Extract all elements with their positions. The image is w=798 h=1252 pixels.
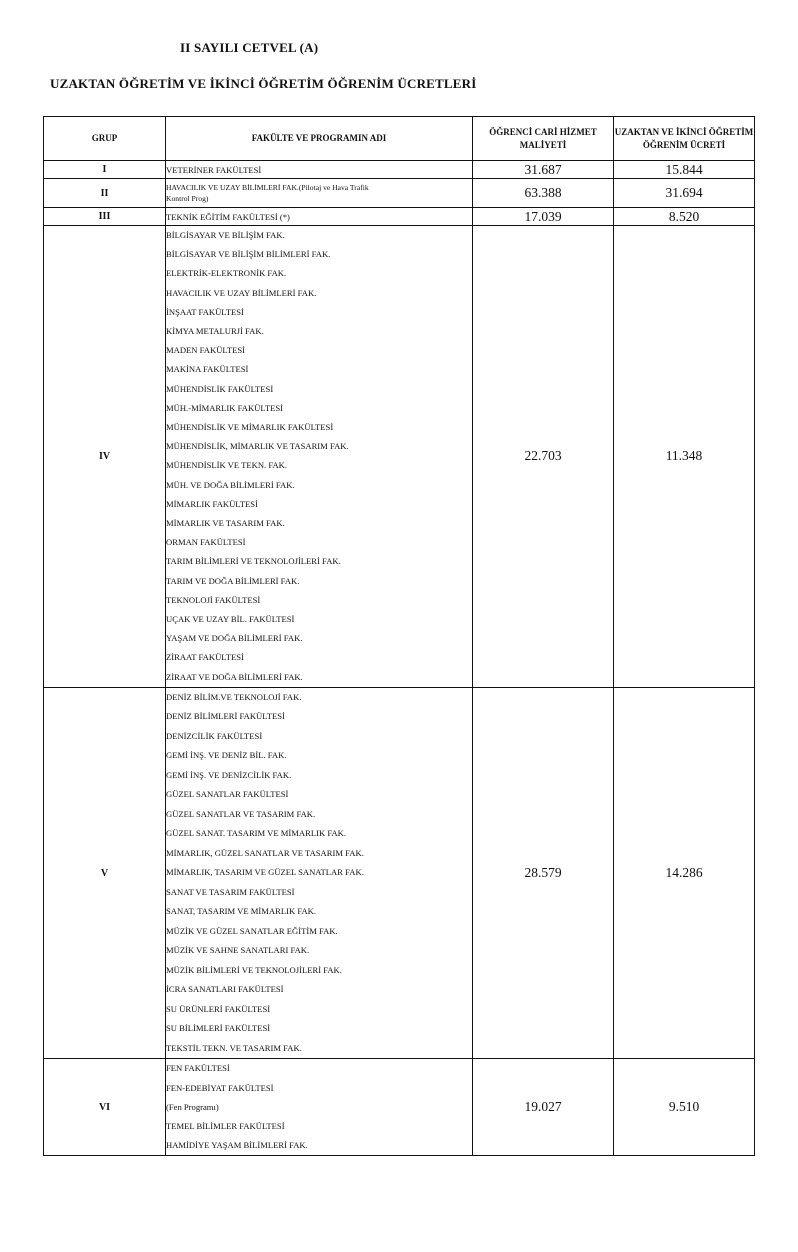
- faculty-item: SU ÜRÜNLERİ FAKÜLTESİ: [166, 1003, 271, 1014]
- header-faculty: [166, 117, 473, 161]
- faculty-item: HAVACILIK VE UZAY BİLİMLERİ FAK.: [166, 287, 317, 298]
- faculty-item: MADEN FAKÜLTESİ: [166, 345, 246, 356]
- faculty-item: MÜH. VE DOĞA BİLİMLERİ FAK.: [166, 479, 295, 490]
- header-group: [44, 117, 166, 161]
- header-cost-line2: MALİYETİ: [519, 139, 567, 150]
- faculty-item: TARIM VE DOĞA BİLİMLERİ FAK.: [166, 575, 300, 586]
- faculty-cell: [166, 687, 473, 1059]
- fee-cell: 15.844: [614, 161, 755, 179]
- header-faculty-label: FAKÜLTE VE PROGRAMIN ADI: [251, 133, 387, 143]
- faculty-cell: [166, 208, 473, 226]
- group-cell: II: [44, 179, 166, 208]
- cost-cell: 28.579: [473, 687, 614, 1059]
- faculty-item: MÜH.-MİMARLIK FAKÜLTESİ: [166, 402, 283, 413]
- faculty-item: FEN FAKÜLTESİ: [166, 1063, 230, 1074]
- faculty-item: SANAT, TASARIM VE MİMARLIK FAK.: [166, 906, 317, 917]
- fee-cell: 31.694: [614, 179, 755, 208]
- faculty-item: MÜZİK BİLİMLERİ VE TEKNOLOJİLERİ FAK.: [166, 964, 342, 975]
- faculty-item: GÜZEL SANAT. TASARIM VE MİMARLIK FAK.: [166, 828, 347, 839]
- group-cell: IV: [44, 226, 166, 688]
- group-cell: V: [44, 687, 166, 1059]
- faculty-cell: [166, 179, 473, 208]
- faculty-item: MAKİNA FAKÜLTESİ: [166, 364, 249, 375]
- faculty-item: MÜZİK VE GÜZEL SANATLAR EĞİTİM FAK.: [166, 925, 338, 936]
- group-cell: III: [44, 208, 166, 226]
- faculty-item: TARIM BİLİMLERİ VE TEKNOLOJİLERİ FAK.: [166, 556, 341, 567]
- faculty-item: TEKNİK EĞİTİM FAKÜLTESİ (*): [166, 211, 290, 222]
- header-cost-line1: ÖĞRENCİ CARİ HİZMET: [489, 126, 597, 137]
- faculty-item: TEKNOLOJİ FAKÜLTESİ: [166, 594, 261, 605]
- table-row: [44, 1059, 755, 1156]
- cost-cell: 19.027: [473, 1059, 614, 1156]
- faculty-item: MİMARLIK VE TASARIM FAK.: [166, 518, 285, 529]
- document-title: II SAYILI CETVEL (A): [180, 40, 319, 55]
- faculty-item: ZİRAAT VE DOĞA BİLİMLERİ FAK.: [166, 671, 303, 682]
- faculty-item: DENİZ BİLİM.VE TEKNOLOJİ FAK.: [166, 691, 302, 702]
- faculty-item: MİMARLIK, GÜZEL SANATLAR VE TASARIM FAK.: [166, 847, 364, 858]
- fee-cell: 14.286: [614, 687, 755, 1059]
- fee-cell: 11.348: [614, 226, 755, 688]
- faculty-item: GEMİ İNŞ. VE DENİZ BİL. FAK.: [166, 750, 287, 761]
- faculty-cell: [166, 161, 473, 179]
- faculty-item: MÜHENDİSLİK VE TEKN. FAK.: [166, 460, 288, 471]
- table-row: [44, 226, 755, 688]
- faculty-item: MÜHENDİSLİK VE MİMARLIK FAKÜLTESİ: [166, 422, 334, 433]
- faculty-item: GEMİ İNŞ. VE DENİZCİLİK FAK.: [166, 769, 292, 780]
- faculty-item: YAŞAM VE DOĞA BİLİMLERİ FAK.: [166, 633, 303, 644]
- header-fee: [614, 117, 755, 161]
- faculty-item: SU BİLİMLERİ FAKÜLTESİ: [166, 1023, 271, 1034]
- faculty-item: VETERİNER FAKÜLTESİ: [166, 164, 262, 175]
- faculty-item: İCRA SANATLARI FAKÜLTESİ: [166, 984, 284, 995]
- cost-cell: 17.039: [473, 208, 614, 226]
- faculty-item: FEN-EDEBİYAT FAKÜLTESİ: [166, 1082, 274, 1093]
- faculty-item: Kontrol Prog): [166, 194, 209, 203]
- table-row: [44, 687, 755, 1059]
- faculty-item: HAVACILIK VE UZAY BİLİMLERİ FAK.(Pilotaj ve Hava Trafik: [166, 182, 369, 192]
- header-fee-line2: ÖĞRENİM ÜCRETİ: [642, 139, 726, 150]
- group-cell: I: [44, 161, 166, 179]
- table-header-row: [44, 117, 755, 161]
- table-row: [44, 179, 755, 208]
- header-cost: [473, 117, 614, 161]
- faculty-item: İNŞAAT FAKÜLTESİ: [166, 306, 244, 317]
- faculty-item: GÜZEL SANATLAR FAKÜLTESİ: [166, 789, 289, 800]
- faculty-item: SANAT VE TASARIM FAKÜLTESİ: [166, 886, 295, 897]
- cost-cell: 63.388: [473, 179, 614, 208]
- fee-table: [43, 116, 755, 1156]
- header-group-label: GRUP: [91, 133, 118, 143]
- cost-cell: 31.687: [473, 161, 614, 179]
- group-cell: VI: [44, 1059, 166, 1156]
- table-row: [44, 161, 755, 179]
- faculty-item: ELEKTRİK-ELEKTRONİK FAK.: [166, 268, 287, 279]
- faculty-item: MÜZİK VE SAHNE SANATLARI FAK.: [166, 945, 310, 956]
- faculty-item: ZİRAAT FAKÜLTESİ: [166, 652, 244, 663]
- faculty-item: GÜZEL SANATLAR VE TASARIM FAK.: [166, 808, 316, 819]
- cost-cell: 22.703: [473, 226, 614, 688]
- faculty-item: TEKSTİL TEKN. VE TASARIM FAK.: [166, 1042, 302, 1053]
- faculty-item: MÜHENDİSLİK FAKÜLTESİ: [166, 383, 274, 394]
- faculty-item: ORMAN FAKÜLTESİ: [166, 537, 246, 548]
- faculty-item: KİMYA METALURJİ FAK.: [166, 326, 264, 337]
- faculty-item: DENİZCİLİK FAKÜLTESİ: [166, 730, 263, 741]
- fee-cell: 8.520: [614, 208, 755, 226]
- faculty-item: MÜHENDİSLİK, MİMARLIK VE TASARIM FAK.: [166, 441, 349, 452]
- table-row: [44, 208, 755, 226]
- faculty-item: HAMİDİYE YAŞAM BİLİMLERİ FAK.: [166, 1140, 308, 1151]
- faculty-item: MİMARLIK FAKÜLTESİ: [166, 498, 258, 509]
- faculty-item: TEMEL BİLİMLER FAKÜLTESİ: [166, 1120, 285, 1131]
- faculty-item: DENİZ BİLİMLERİ FAKÜLTESİ: [166, 711, 285, 722]
- header-fee-line1: UZAKTAN VE İKİNCİ ÖĞRETİM: [614, 126, 754, 137]
- faculty-item: MİMARLIK, TASARIM VE GÜZEL SANATLAR FAK.: [166, 867, 364, 878]
- faculty-item: BİLGİSAYAR VE BİLİŞİM BİLİMLERİ FAK.: [166, 249, 331, 260]
- faculty-cell: [166, 1059, 473, 1156]
- fee-cell: 9.510: [614, 1059, 755, 1156]
- faculty-cell: [166, 226, 473, 688]
- faculty-item: (Fen Programı): [166, 1101, 219, 1112]
- faculty-item: BİLGİSAYAR VE BİLİŞİM FAK.: [166, 230, 285, 240]
- document-subtitle: UZAKTAN ÖĞRETİM VE İKİNCİ ÖĞRETİM ÖĞRENİM ÜCRETLERİ: [50, 76, 477, 91]
- faculty-item: UÇAK VE UZAY BİL. FAKÜLTESİ: [166, 614, 295, 625]
